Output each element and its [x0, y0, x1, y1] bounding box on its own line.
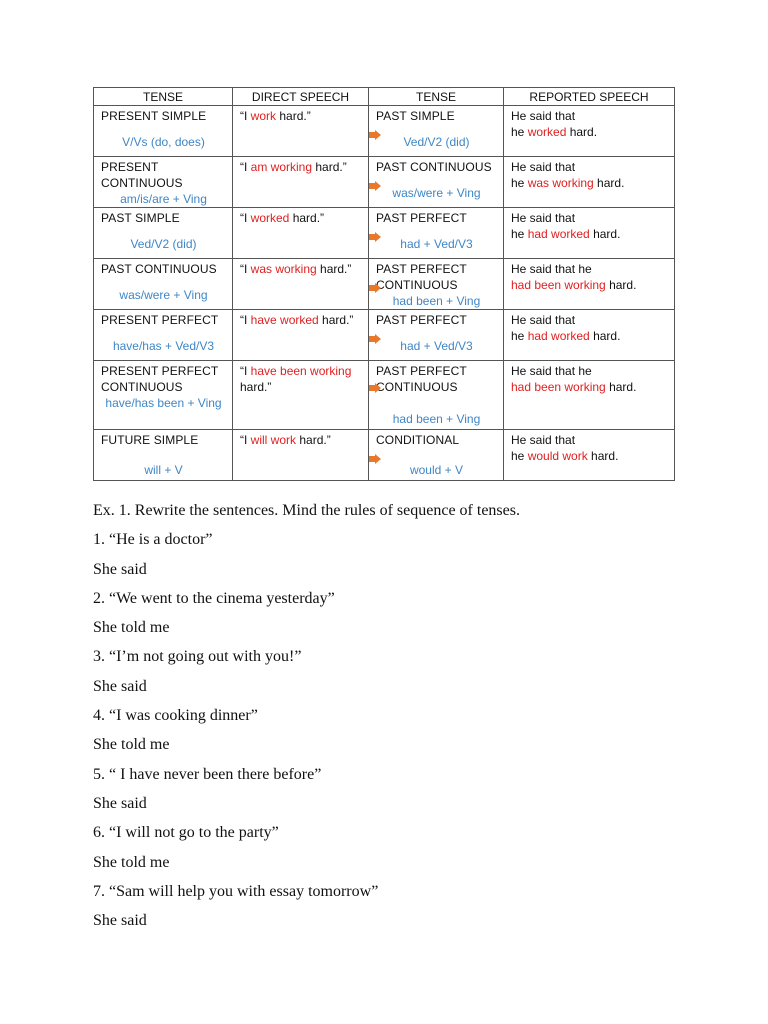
speech-text: he — [511, 449, 528, 463]
tense-formula: had been + Ving — [392, 412, 481, 426]
verb-highlight: would work — [527, 449, 588, 463]
tense-name: CONTINUOUS — [376, 278, 458, 292]
direct-speech-cell — [233, 106, 369, 157]
source-tense-cell — [94, 259, 233, 310]
speech-text: “I — [240, 364, 251, 378]
speech-text: “I — [240, 313, 251, 327]
speech-text: “I — [240, 211, 251, 225]
exercise-sentence: 2. “We went to the cinema yesterday” — [93, 589, 335, 607]
speech-text: he — [511, 176, 528, 190]
reported-intro: He said that — [511, 433, 576, 447]
table-header-row — [94, 88, 675, 106]
exercise-title: Ex. 1. Rewrite the sentences. Mind the rules of sequence of tenses. — [93, 502, 520, 519]
tense-formula: have/has + Ved/V3 — [112, 339, 215, 353]
exercise-sentence: 3. “I’m not going out with you!” — [93, 648, 302, 666]
sequence-of-tenses-table — [93, 87, 675, 481]
direct-speech-cell — [233, 157, 369, 208]
speech-text: hard. — [566, 125, 598, 139]
answer-prompt: She told me — [93, 853, 170, 871]
answer-prompt: She said — [93, 677, 147, 695]
tense-formula: had + Ved/V3 — [400, 339, 473, 353]
reported-intro: He said that he — [511, 364, 592, 378]
header-target-tense: TENSE — [369, 88, 504, 106]
speech-text: hard. — [605, 278, 637, 292]
direct-speech-cell — [233, 208, 369, 259]
verb-highlight: worked — [527, 125, 567, 139]
speech-text: hard.” — [296, 433, 331, 447]
target-tense-cell — [369, 259, 504, 310]
reported-sentence — [511, 328, 668, 344]
speech-text: he — [511, 329, 528, 343]
verb-highlight: will work — [250, 433, 297, 447]
reported-speech-cell — [504, 208, 675, 259]
tense-formula: Ved/V2 (did) — [403, 135, 470, 149]
tense-formula: would + V — [409, 463, 464, 477]
tense-name: PRESENT PERFECT — [101, 364, 219, 378]
speech-text: he — [511, 227, 528, 241]
orange-right-arrow-icon — [369, 334, 382, 344]
header-reported-speech: REPORTED SPEECH — [504, 88, 675, 106]
orange-right-arrow-icon — [369, 454, 382, 464]
answer-prompt: She said — [93, 794, 147, 812]
verb-highlight: had worked — [527, 227, 590, 241]
speech-text: hard.” — [240, 380, 272, 394]
tense-name: CONTINUOUS — [101, 176, 183, 190]
speech-text: hard.” — [276, 109, 311, 123]
target-tense-cell — [369, 208, 504, 259]
tense-table-figure — [93, 87, 674, 481]
answer-prompt: She said — [93, 912, 147, 930]
orange-right-arrow-icon — [369, 181, 382, 191]
tense-formula: was/were + Ving — [119, 288, 208, 302]
verb-highlight: had been working — [511, 278, 606, 292]
orange-right-arrow-icon — [369, 130, 382, 140]
orange-right-arrow-icon — [369, 232, 382, 242]
speech-text: he — [511, 125, 528, 139]
orange-right-arrow-icon — [369, 283, 382, 293]
header-direct-speech: DIRECT SPEECH — [233, 88, 369, 106]
tense-name: PAST SIMPLE — [101, 211, 180, 225]
speech-text: hard. — [593, 176, 625, 190]
tense-formula: will + V — [144, 463, 183, 477]
tense-formula: Ved/V2 (did) — [130, 237, 197, 251]
tense-formula: am/is/are + Ving — [120, 192, 207, 206]
reported-speech-cell — [504, 106, 675, 157]
tense-name: PAST PERFECT — [376, 364, 467, 378]
orange-right-arrow-icon — [369, 383, 382, 393]
speech-text: hard. — [605, 380, 637, 394]
exercise-sentence: 5. “ I have never been there before” — [93, 765, 322, 783]
verb-highlight: have worked — [250, 313, 319, 327]
speech-text: “I — [240, 262, 251, 276]
source-tense-cell — [94, 157, 233, 208]
table-row — [94, 106, 675, 157]
reported-speech-cell — [504, 259, 675, 310]
target-tense-cell — [369, 310, 504, 361]
source-tense-cell — [94, 310, 233, 361]
direct-speech-cell — [233, 361, 369, 430]
reported-sentence — [511, 277, 668, 293]
tense-name: PAST PERFECT — [376, 262, 467, 276]
table-row — [94, 430, 675, 481]
exercise-section — [93, 500, 713, 939]
tense-formula: had been + Ving — [392, 294, 481, 308]
tense-name: PRESENT — [101, 160, 159, 174]
tense-name: PAST CONTINUOUS — [376, 160, 492, 174]
answer-prompt: She told me — [93, 619, 170, 637]
speech-text: “I — [240, 160, 251, 174]
verb-highlight: work — [250, 109, 277, 123]
reported-speech-cell — [504, 430, 675, 481]
reported-intro: He said that — [511, 211, 576, 225]
answer-prompt: She told me — [93, 736, 170, 754]
reported-intro: He said that — [511, 160, 576, 174]
tense-formula: had + Ved/V3 — [400, 237, 473, 251]
tense-name: PAST CONTINUOUS — [101, 262, 217, 276]
header-tense: TENSE — [94, 88, 233, 106]
reported-intro: He said that — [511, 313, 576, 327]
exercise-sentence: 7. “Sam will help you with essay tomorrow” — [93, 882, 379, 900]
table-row — [94, 310, 675, 361]
exercise-sentence: 1. “He is a doctor” — [93, 531, 213, 549]
tense-name: CONDITIONAL — [376, 433, 460, 447]
reported-speech-cell — [504, 157, 675, 208]
source-tense-cell — [94, 106, 233, 157]
reported-sentence — [511, 226, 668, 242]
direct-speech-cell — [233, 310, 369, 361]
verb-highlight: was working — [250, 262, 317, 276]
tense-formula: was/were + Ving — [392, 186, 481, 200]
exercise-sentence: 4. “I was cooking dinner” — [93, 707, 258, 725]
speech-text: “I — [240, 109, 251, 123]
source-tense-cell — [94, 430, 233, 481]
direct-speech-cell — [233, 430, 369, 481]
speech-text: hard.” — [312, 160, 347, 174]
source-tense-cell — [94, 361, 233, 430]
reported-speech-cell — [504, 361, 675, 430]
tense-formula: V/Vs (do, does) — [122, 135, 205, 149]
speech-text: hard.” — [318, 313, 354, 327]
speech-text: hard. — [587, 449, 619, 463]
answer-prompt: She said — [93, 560, 147, 578]
verb-highlight: was working — [527, 176, 594, 190]
target-tense-cell — [369, 361, 504, 430]
exercise-list — [93, 529, 713, 939]
verb-highlight: have been working — [250, 364, 352, 378]
tense-name: PRESENT SIMPLE — [101, 109, 207, 123]
speech-text: hard.” — [316, 262, 352, 276]
table-row — [94, 157, 675, 208]
tense-name: PAST SIMPLE — [376, 109, 455, 123]
verb-highlight: had been working — [511, 380, 606, 394]
target-tense-cell — [369, 106, 504, 157]
reported-intro: He said that he — [511, 262, 592, 276]
reported-sentence — [511, 448, 668, 464]
table-row — [94, 259, 675, 310]
tense-name: PAST PERFECT — [376, 313, 467, 327]
tense-name: CONTINUOUS — [376, 380, 458, 394]
table-row — [94, 208, 675, 259]
reported-sentence — [511, 124, 668, 140]
verb-highlight: am working — [250, 160, 313, 174]
reported-speech-cell — [504, 310, 675, 361]
table-row — [94, 361, 675, 430]
tense-name: PAST PERFECT — [376, 211, 467, 225]
verb-highlight: worked — [250, 211, 290, 225]
exercise-sentence: 6. “I will not go to the party” — [93, 824, 279, 842]
tense-name: PRESENT PERFECT — [101, 313, 219, 327]
source-tense-cell — [94, 208, 233, 259]
direct-speech-cell — [233, 259, 369, 310]
tense-name: FUTURE SIMPLE — [101, 433, 199, 447]
tense-name: CONTINUOUS — [101, 380, 183, 394]
reported-sentence — [511, 175, 668, 191]
verb-highlight: had worked — [527, 329, 590, 343]
target-tense-cell — [369, 157, 504, 208]
speech-text: “I — [240, 433, 251, 447]
reported-intro: He said that — [511, 109, 576, 123]
speech-text: hard. — [589, 227, 621, 241]
reported-sentence — [511, 379, 668, 395]
tense-formula: have/has been + Ving — [105, 396, 222, 410]
target-tense-cell — [369, 430, 504, 481]
speech-text: hard.” — [289, 211, 325, 225]
speech-text: hard. — [589, 329, 621, 343]
